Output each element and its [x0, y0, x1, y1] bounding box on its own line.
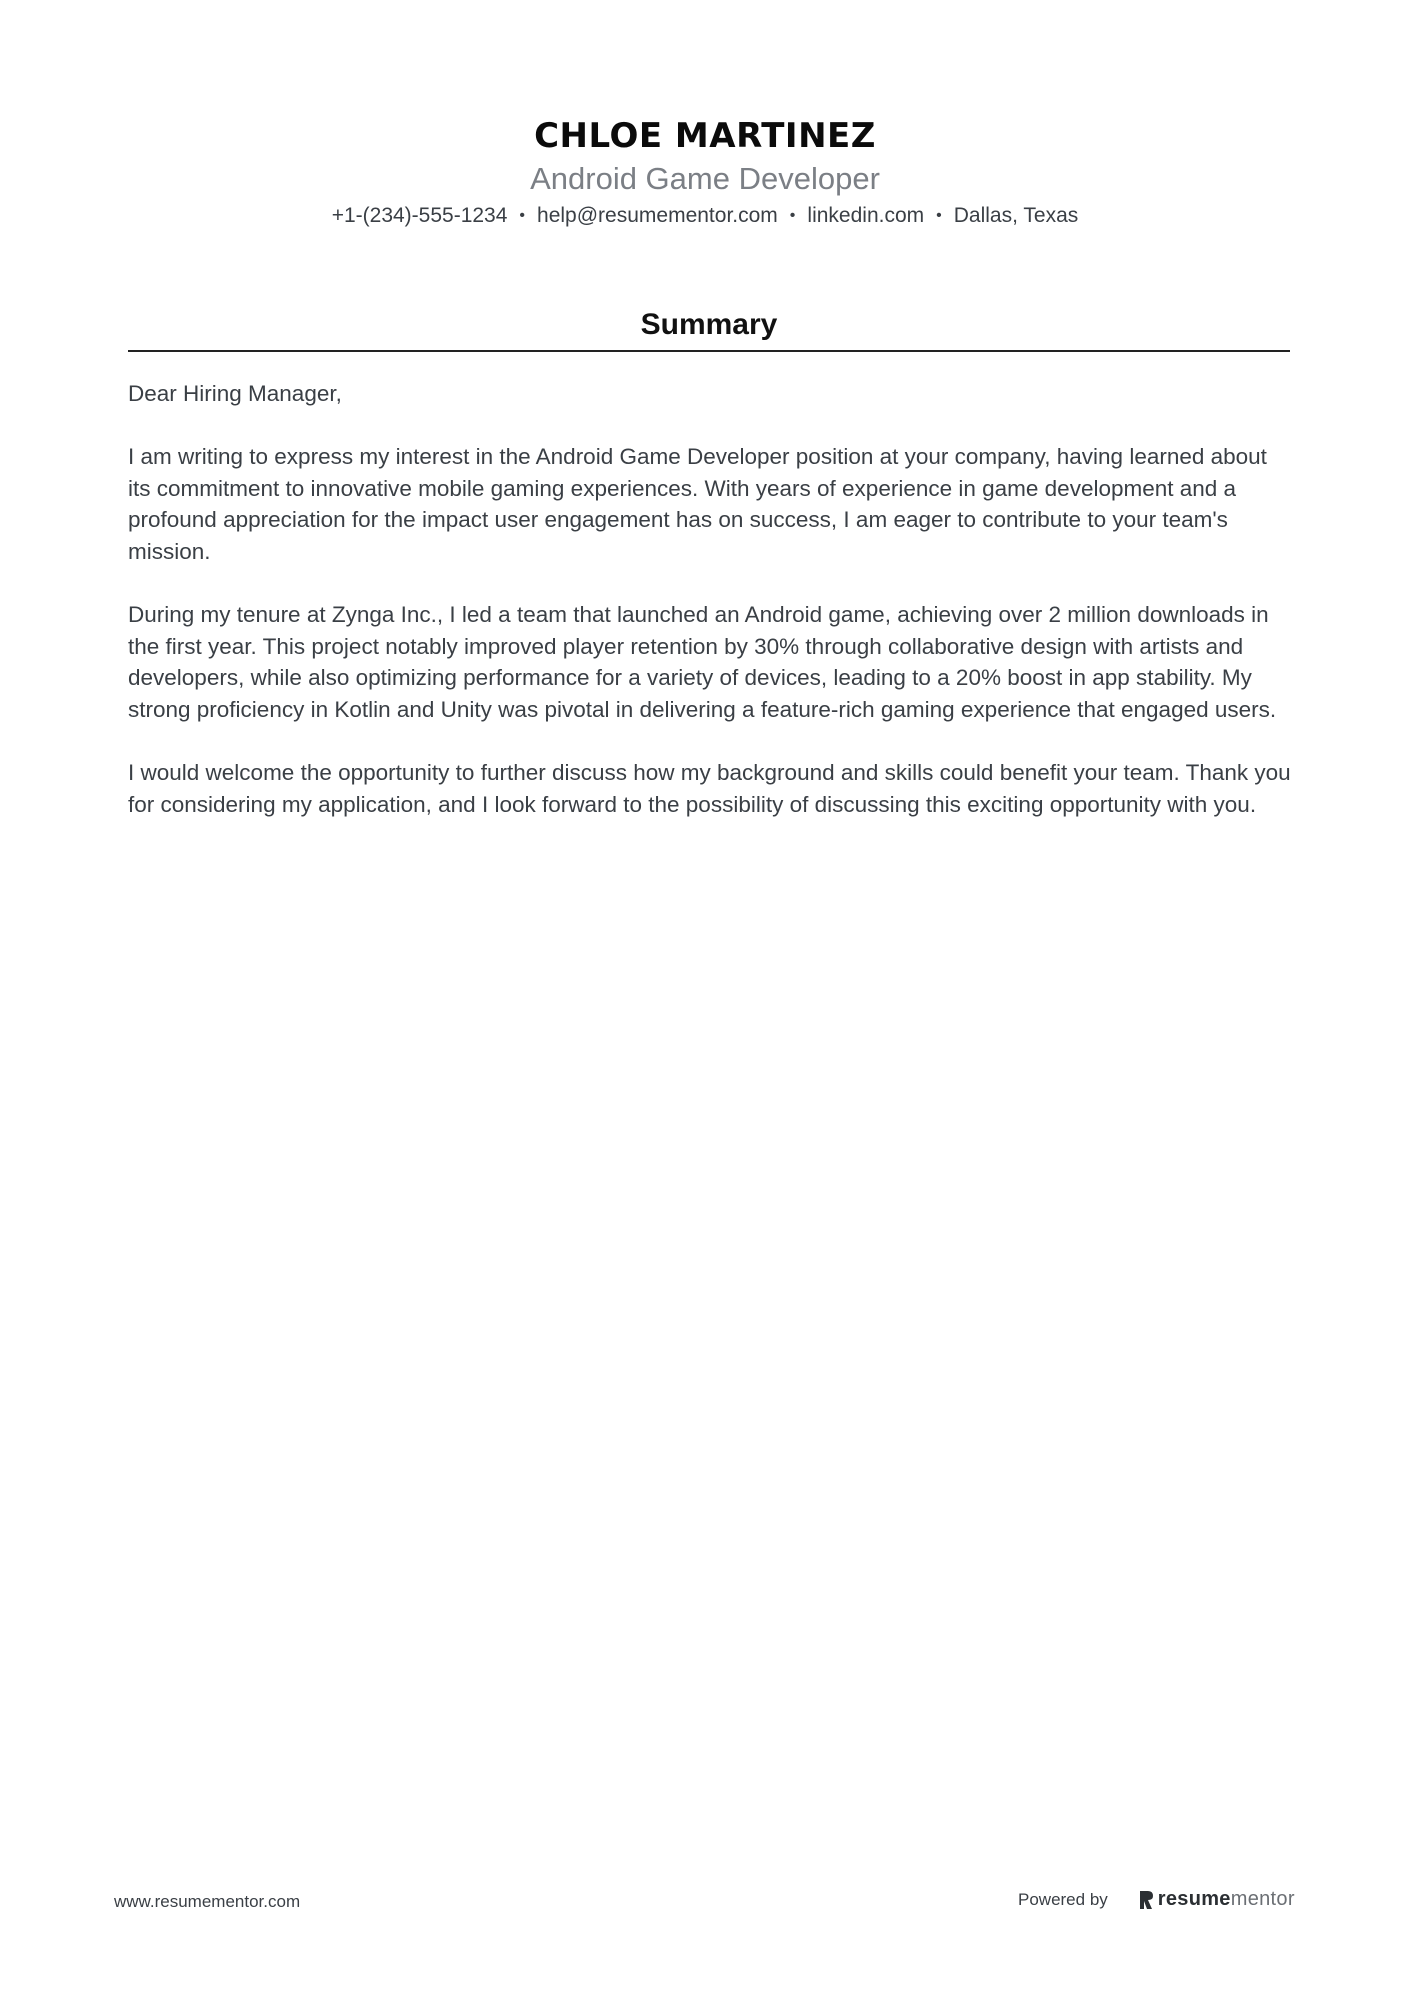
- contact-email[interactable]: help@resumementor.com: [537, 204, 778, 227]
- powered-by-label: Powered by: [1018, 1889, 1108, 1909]
- letter-paragraph-2: During my tenure at Zynga Inc., I led a team that launched an Android game, achieving over 2 million downloads in the first year. This project notably improved player retention by 30% through collaborative design with artists and developers, while also optimizing performance for a variety of devices, leading to a 20% boost in app stability. My strong proficiency in Kotlin and Unity was pivotal in delivering a feature-rich gaming experience that engaged users.: [128, 602, 1277, 722]
- brand-logo[interactable]: [1138, 1888, 1295, 1911]
- candidate-name: CHLOE MARTINEZ: [534, 116, 876, 156]
- resume-header: [0, 112, 1410, 230]
- footer-website[interactable]: www.resumementor.com: [114, 1892, 301, 1911]
- section-divider: [128, 350, 1290, 352]
- contact-separator: •: [519, 207, 526, 224]
- contact-line: [0, 202, 1410, 230]
- brand-name-strong: resume: [1157, 1888, 1231, 1910]
- contact-linkedin[interactable]: linkedin.com: [807, 204, 925, 227]
- footer-branding: [1018, 1888, 1295, 1911]
- contact-phone: +1-(234)-555-1234: [331, 204, 508, 227]
- contact-location: Dallas, Texas: [953, 204, 1079, 227]
- letter-body: [128, 378, 1293, 852]
- letter-paragraph-3: I would welcome the opportunity to further discuss how my background and skills could benefit your team. Thank you for considering my application, and I look forward to the possibility of discussing this exciting opportunity with you.: [128, 760, 1291, 817]
- contact-separator: •: [936, 207, 942, 224]
- brand-name-light: mentor: [1230, 1888, 1295, 1910]
- contact-separator: •: [789, 207, 796, 224]
- resumementor-logo-icon: [1138, 1889, 1154, 1911]
- job-title: Android Game Developer: [530, 161, 880, 196]
- section-title-summary: Summary: [640, 308, 778, 341]
- letter-greeting: Dear Hiring Manager,: [128, 381, 342, 406]
- letter-paragraph-1: I am writing to express my interest in the Android Game Developer position at your company, having learned about its commitment to innovative mobile gaming experiences. With years of experience in game development and a profound appreciation for the impact user engagement has on success, I am eager to contribute to your team's mission.: [128, 444, 1267, 564]
